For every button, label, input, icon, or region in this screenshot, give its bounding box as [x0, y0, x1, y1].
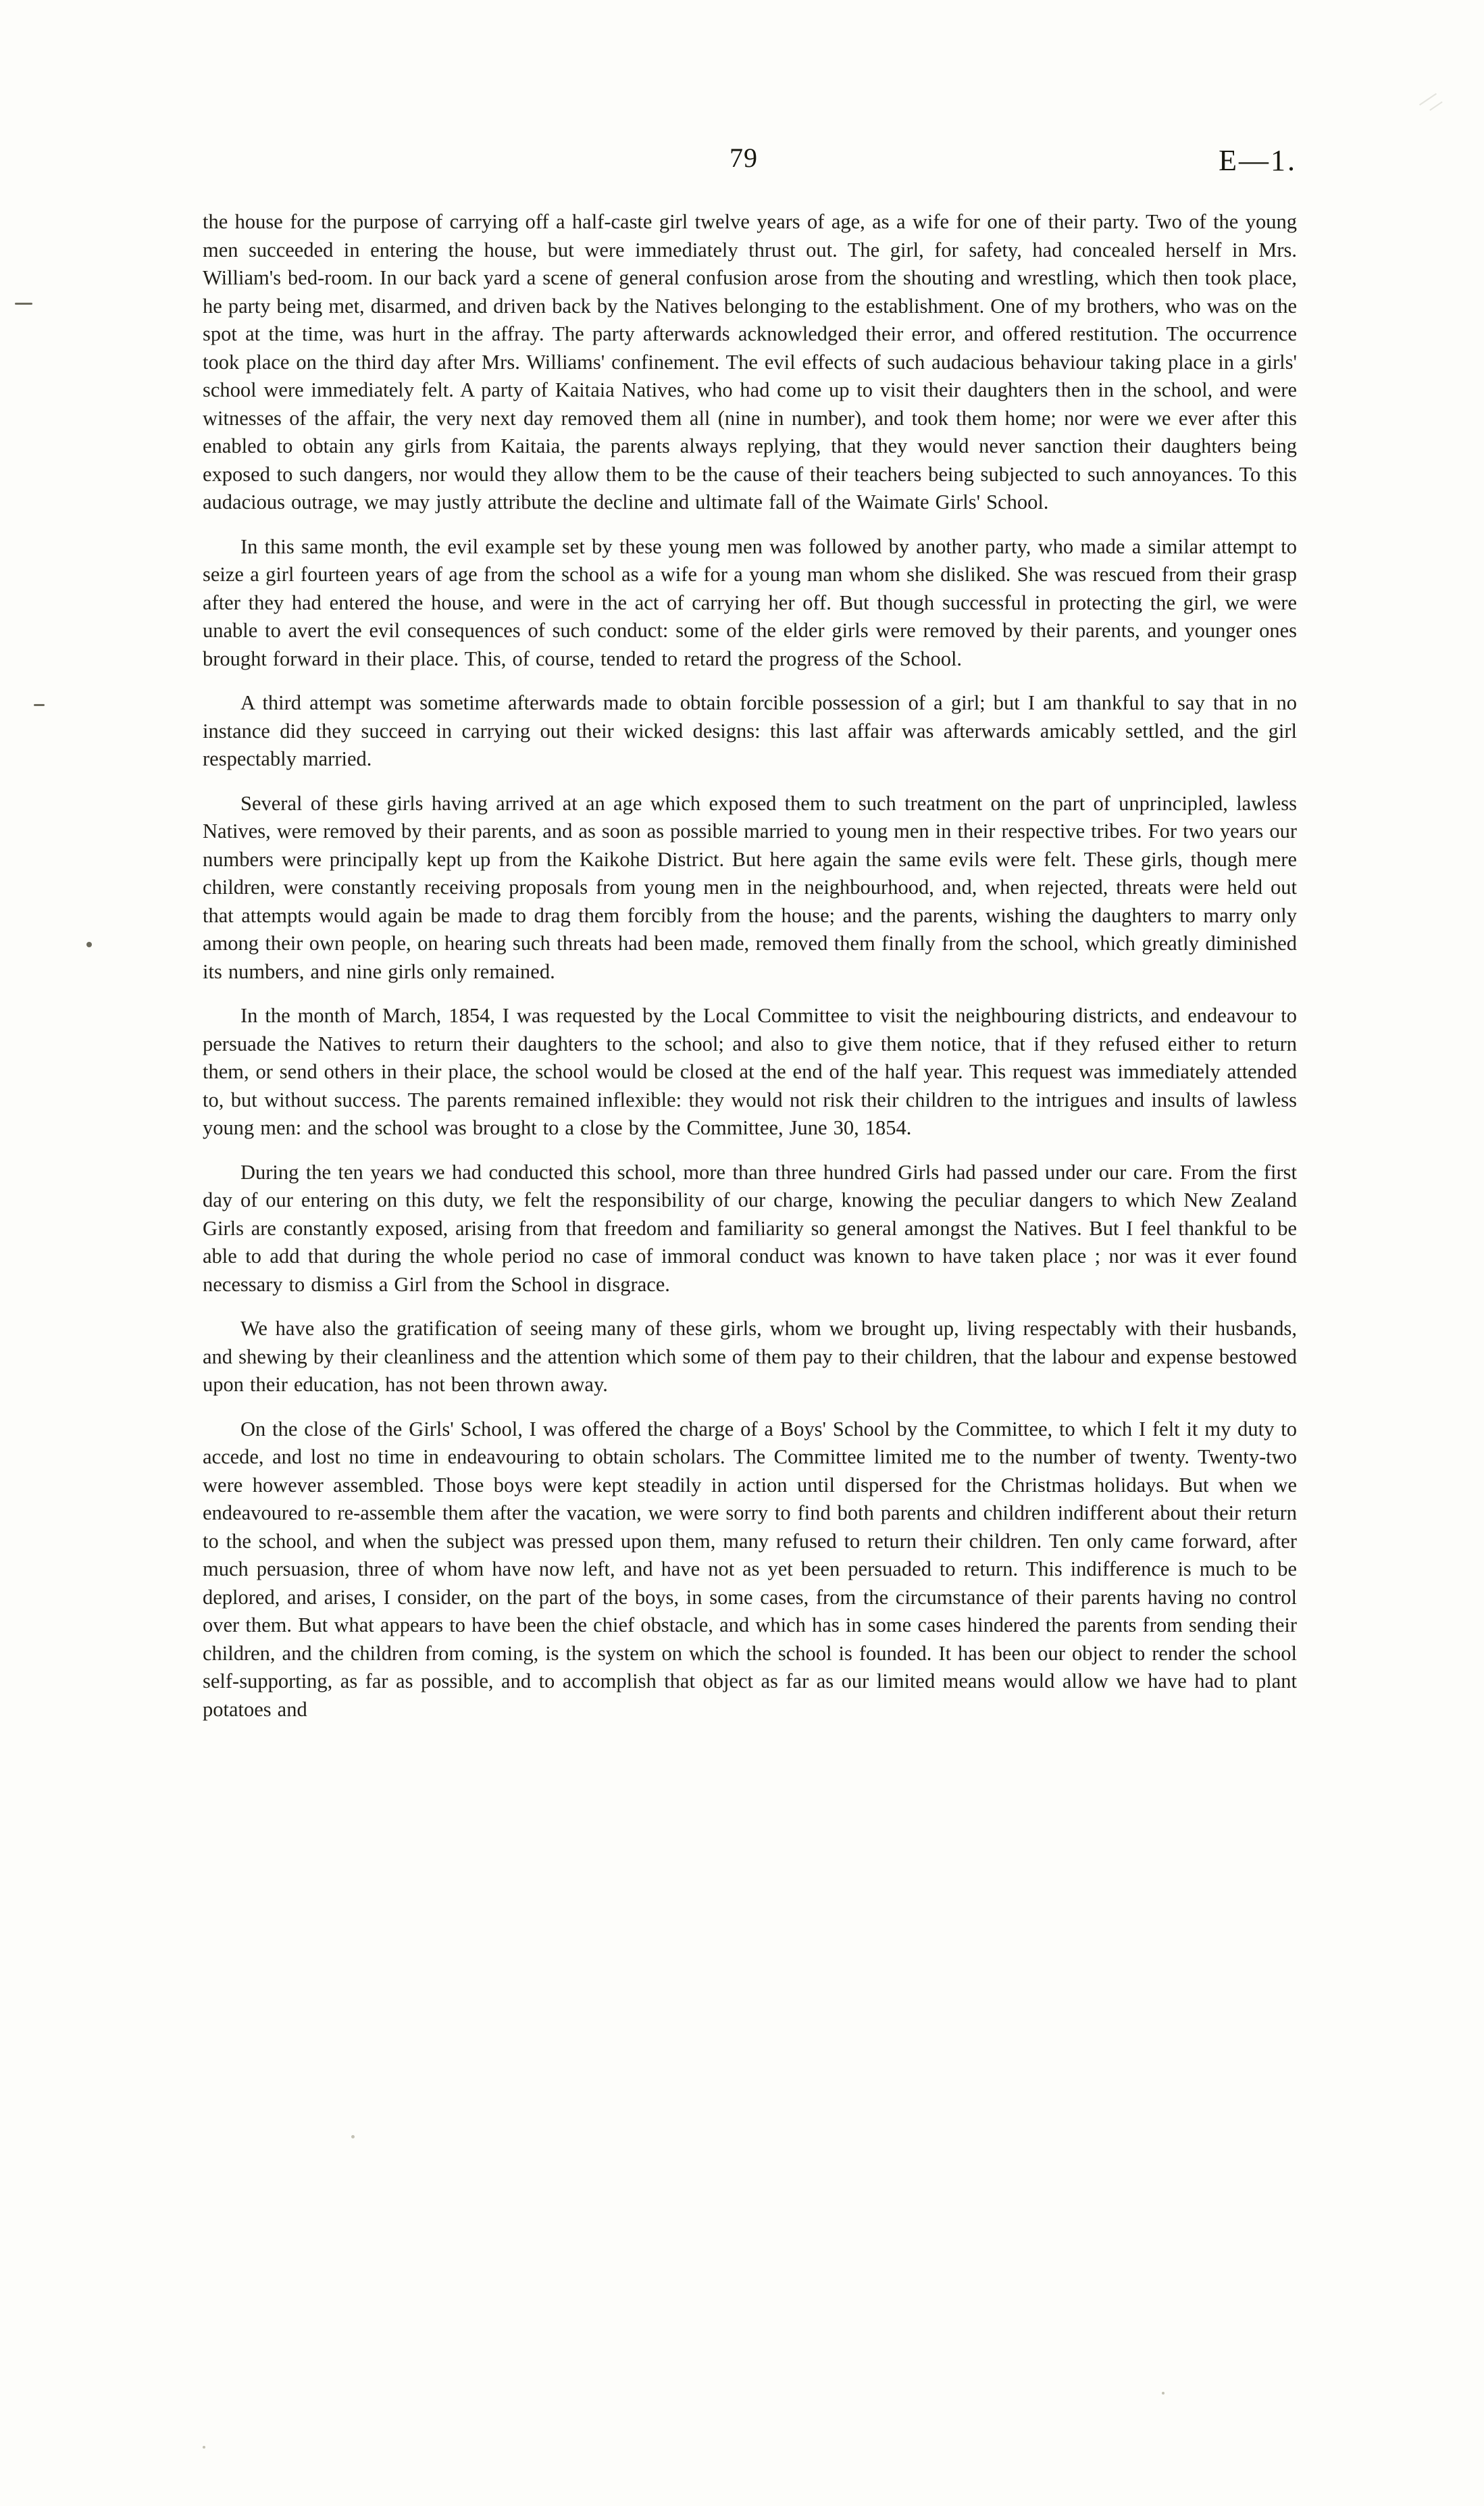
page-body: [203, 208, 1297, 1724]
paragraph: On the close of the Girls' School, I was offered the charge of a Boys' School by the Committee, to which I felt it my duty to accede, and lost no time in endeavouring to obtain scholars. The Committee limited me to the number of twenty. Twenty-two were however assembled. Those boys were kept steadily in action until dispersed for the Christmas holidays. But when we endeavoured to re-assemble them after the vacation, we were sorry to find both parents and children indifferent about their return to the school, and when the subject was pressed upon them, many refused to return their children. Ten only came forward, after much persuasion, three of whom have now left, and have not as yet been persuaded to return. This indifference is much to be deplored, and arises, I consider, on the part of the boys, in some cases, from the circumstance of their parents having no control over them. But what appears to have been the chief obstacle, and which has in some cases hindered the parents from sending their children, and the children from coming, is the system on which the school is founded. It has been our object to render the school self-supporting, as far as possible, and to accomplish that object as far as our limited means would allow we have had to plant potatoes and: [203, 1417, 1297, 1721]
margin-dot-left-lower: [86, 942, 92, 947]
document-reference: E—1.: [1219, 144, 1297, 177]
paragraph: During the ten years we had conducted this school, more than three hundred Girls had passed under our care. From the first day of our entering on this duty, we felt the responsibility of our charge, knowing the peculiar dangers to which New Zealand Girls are constantly exposed, arising from that freedom and familiarity so general amongst the Natives. But I feel thankful to be able to add that during the whole period no case of immoral conduct was known to have taken place ; nor was it ever found necessary to dismiss a Girl from the School in disgrace.: [203, 1160, 1297, 1296]
paragraph: Several of these girls having arrived at an age which exposed them to such treatment on the part of unprincipled, lawless Natives, were removed by their parents, and as soon as possible married to young men in their respective tribes. For two years our numbers were principally kept up from the Kaikohe District. But here again the same evils were felt. These girls, though mere children, were constantly receiving proposals from young men in the neighbourhood, and, when rejected, threats were held out that attempts would again be made to drag them forcibly from the house; and the parents, wishing the daughters to marry only among their own people, on hearing such threats had been made, removed them finally from the school, which greatly diminished its numbers, and nine girls only remained.: [203, 791, 1297, 983]
page-header: [203, 142, 1297, 196]
paper-speck: [351, 2135, 355, 2138]
paragraph: In the month of March, 1854, I was requested by the Local Committee to visit the neighbouring districts, and endeavour to persuade the Natives to return their daughters to the school; and also to give them notice, that if they refused either to return them, or send others in their place, the school would be closed at the end of the half year. This request was immediately attended to, but without success. The parents remained inflexible: they would not risk their children to the intrigues and insults of lawless young men: and the school was brought to a close by the Committee, June 30, 1854.: [203, 1004, 1297, 1139]
margin-mark-left-upper: [15, 303, 32, 305]
page-corner-scuff: [1418, 93, 1454, 114]
page-content: [203, 142, 1297, 1724]
paragraph: A third attempt was sometime afterwards made to obtain forcible possession of a girl; but I am thankful to say that in no instance did they succeed in carrying out their wicked designs: this last affair was afterwards amicably settled, and the girl respectably married.: [203, 691, 1297, 770]
margin-mark-left-middle: [34, 704, 45, 706]
page-number: 79: [730, 143, 758, 173]
paper-speck: [1162, 2392, 1165, 2395]
paragraph: In this same month, the evil example set by these young men was followed by another party, who made a similar attempt to seize a girl fourteen years of age from the school as a wife for a young man whom she disliked. She was rescued from their grasp after they had entered the house, and were in the act of carrying her off. But though successful in protecting the girl, we were unable to avert the evil consequences of such conduct: some of the elder girls were removed by their parents, and younger ones brought forward in their place. This, of course, tended to retard the progress of the School.: [203, 534, 1297, 670]
paragraph: the house for the purpose of carrying off a half-caste girl twelve years of age, as a wife for one of their party. Two of the young men succeeded in entering the house, but were immediately thrust out. The girl, for safety, had concealed herself in Mrs. William's bed-room. In our back yard a scene of general confusion arose from the shouting and wrestling, which then took place, he party being met, disarmed, and driven back by the Natives belonging to the establishment. One of my brothers, who was on the spot at the time, was hurt in the affray. The party afterwards acknowledged their error, and offered restitution. The occurrence took place on the third day after Mrs. Williams' confinement. The evil effects of such audacious behaviour taking place in a girls' school were immediately felt. A party of Kaitaia Natives, who had come up to visit their daughters then in the school, and were witnesses of the affair, the very next day removed them all (nine in number), and took them home; nor were we ever after this enabled to obtain any girls from Kaitaia, the parents always replying, that they would never sanction their daughters being exposed to such dangers, nor would they allow them to be the cause of their teachers being subjected to such annoyances. To this audacious outrage, we may justly attribute the decline and ultimate fall of the Waimate Girls' School.: [203, 210, 1297, 513]
paragraph: We have also the gratification of seeing many of these girls, whom we brought up, living respectably with their husbands, and shewing by their cleanliness and the attention which some of them pay to their children, that the labour and expense bestowed upon their education, has not been thrown away.: [203, 1317, 1297, 1396]
paper-speck: [203, 2446, 205, 2449]
